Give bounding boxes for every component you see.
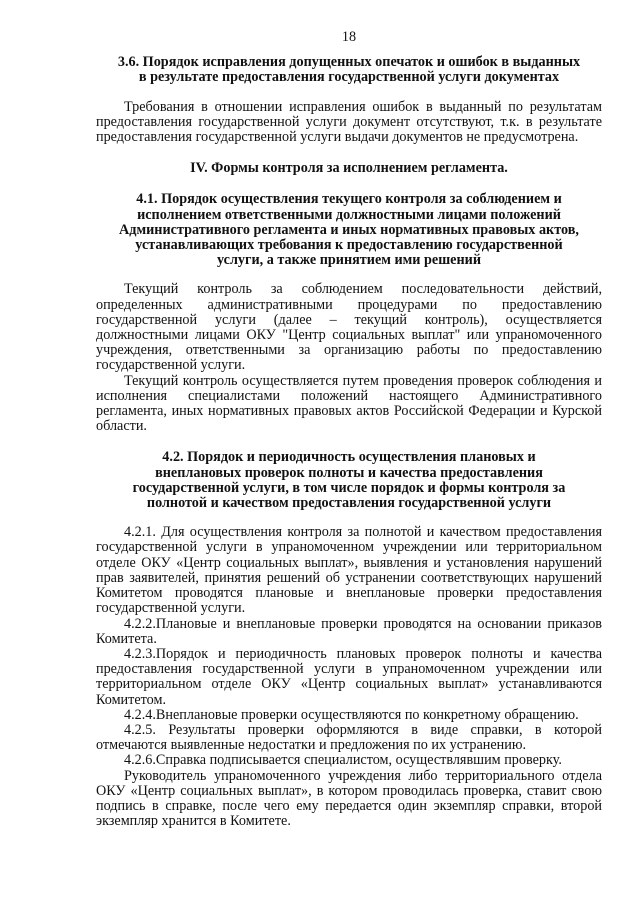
- section-4-2-paragraph: 4.2.3.Порядок и периодичность плановых проверок полноты и качества предоставления государственной услуги в упраномоченном учреждении или территориальном отделе ОКУ «Центр социальных выплат» устанавливаются Комитетом.: [96, 645, 602, 708]
- section-3-6-text: Требования в отношении исправления ошибок в выданный по результатам предоставления государственной услуги документ отсутствуют, т.к. в результате предоставления государственной услуги выдачи документов не предусмотрена.: [96, 98, 602, 146]
- section-4-2-paragraph: 4.2.6.Справка подписывается специалистом, осуществлявшим проверку.: [124, 752, 562, 769]
- heading-line: внеплановых проверок полноты и качества предоставления: [155, 464, 543, 481]
- heading-line: устанавливающих требования к предоставлению государственной: [135, 237, 563, 254]
- section-4-2-paragraph: 4.2.4.Внеплановые проверки осуществляются по конкретному обращению.: [124, 706, 579, 723]
- section-4-2-paragraph: 4.2.1. Для осуществления контроля за полнотой и качеством предоставления государственной услуги в упраномоченном учреждении или территориальном отделе ОКУ «Центр социальных выплат», выявления и установления нарушений прав заявителей, принятия решений об устранении соответствующих нарушений Комитетом проводятся плановые и внеплановые проверки предоставления государственной услуги.: [96, 524, 602, 617]
- section-4-1-paragraph: Текущий контроль осуществляется путем проведения проверок соблюдения и исполнения специалистами положений настоящего Административного регламента, иных нормативных правовых актов Российской Федерации и Курской области.: [96, 372, 602, 435]
- section-4-2-paragraph: 4.2.5. Результаты проверки оформляются в виде справки, в которой отмечаются выявленные недостатки и предложения по их устранению.: [96, 721, 602, 754]
- page-number: 18: [341, 29, 357, 45]
- heading-line: 4.1. Порядок осуществления текущего контроля за соблюдением и: [136, 191, 562, 208]
- heading-line: государственной услуги, в том числе порядок и формы контроля за: [132, 479, 566, 496]
- heading-line: услуги, а также принятием ими решений: [217, 252, 481, 269]
- section-4-1-paragraph: Текущий контроль за соблюдением последовательности действий, определенных административными процедурами по предоставлению государственной услуги (далее – текущий контроль), осуществляется должностными лицами ОКУ "Центр социальных выплат" или упраномоченного учреждения, ответственными за организацию работы по предоставлению государственной услуги.: [96, 281, 602, 374]
- section-4-1-heading: [96, 192, 602, 268]
- heading-line: полнотой и качеством предоставления государственной услуги: [146, 495, 552, 512]
- section-4-heading: IV. Формы контроля за исполнением регламента.: [190, 160, 508, 177]
- section-3-6-heading: [96, 55, 602, 85]
- heading-line: Административного регламента и иных нормативных правовых актов,: [119, 221, 579, 238]
- heading-line: 3.6. Порядок исправления допущенных опечаток и ошибок в выданных: [117, 54, 581, 71]
- heading-line: 4.2. Порядок и периодичность осуществления плановых и: [162, 449, 536, 466]
- section-4-2-paragraph: 4.2.2.Плановые и внеплановые проверки проводятся на основании приказов Комитета.: [96, 615, 602, 647]
- section-4-2-heading: [96, 450, 602, 511]
- section-4-2-paragraph: Руководитель упраномоченного учреждения либо территориального отдела ОКУ «Центр социальных выплат», в котором проводилась проверка, ставит свою подпись в справке, после чего ему передается один экземпляр справки, второй экземпляр хранится в Комитете.: [96, 767, 602, 830]
- heading-line: исполнением ответственными должностными лицами положений: [137, 206, 561, 223]
- heading-line: в результате предоставления государственной услуги документах: [138, 69, 560, 86]
